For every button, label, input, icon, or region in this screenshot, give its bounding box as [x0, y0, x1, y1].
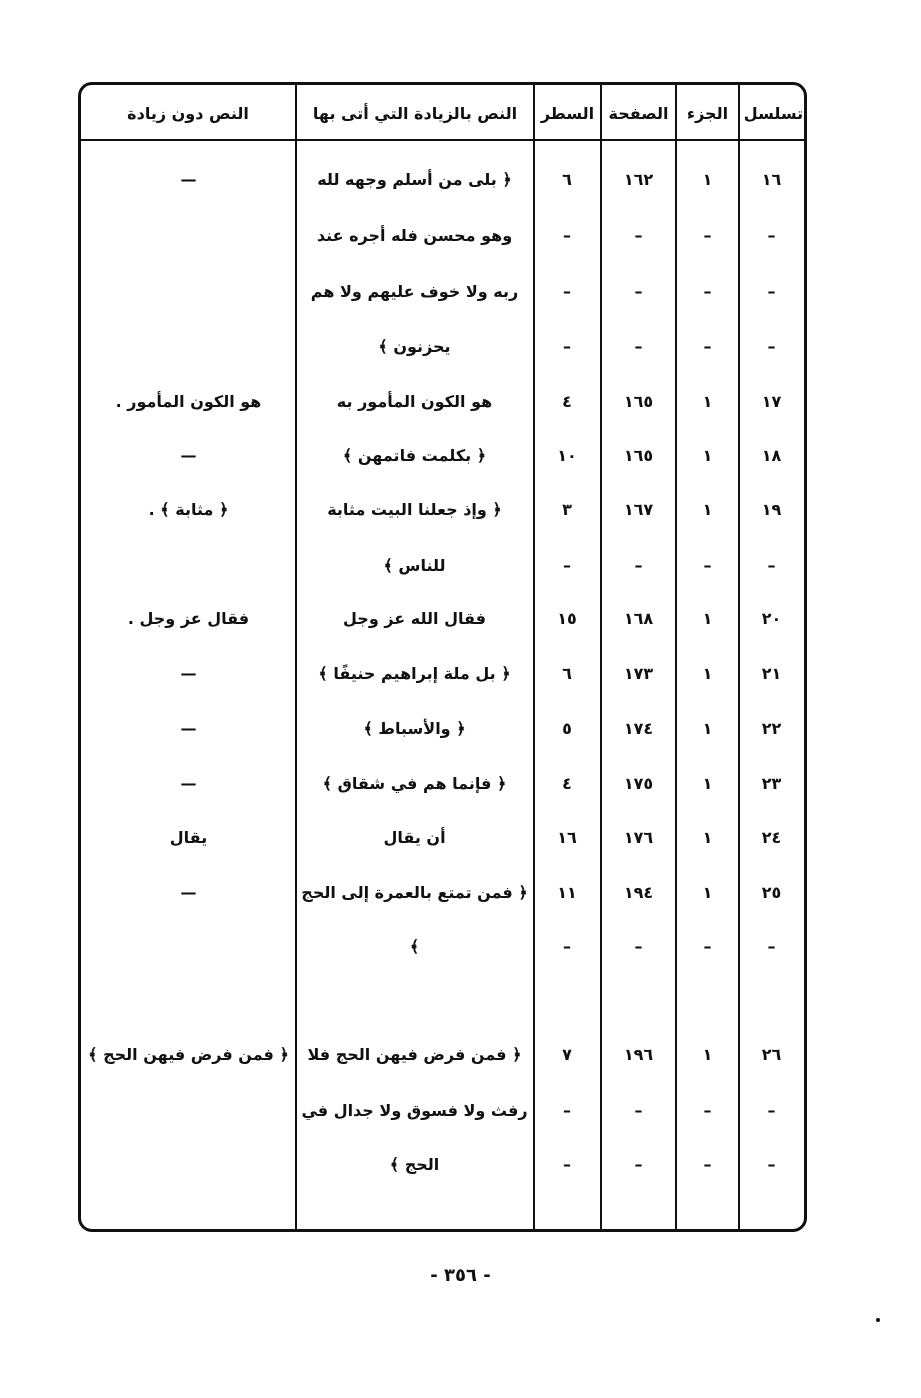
- header-text-with-addition: النص بالزيادة التي أتى بها: [312, 104, 518, 123]
- cell-orig: [81, 1140, 296, 1190]
- table-row: [81, 594, 804, 644]
- cell-part: ١: [702, 500, 713, 519]
- cell-line: –: [563, 1101, 571, 1120]
- cell-text: وهو محسن فله أجره عند: [316, 226, 513, 245]
- cell-seq: ٢٠: [761, 609, 782, 628]
- table-row: [81, 922, 804, 972]
- cell-text: ﴿ فمن تمتع بالعمرة إلى الحج: [301, 883, 528, 902]
- cell-orig: —: [180, 883, 197, 902]
- cell-part: ١: [702, 719, 713, 738]
- cell-seq: –: [767, 1101, 776, 1120]
- page-number: - ٣٥٦ -: [430, 1265, 491, 1286]
- cell-page: ١٩٤: [623, 883, 654, 902]
- cell-orig: —: [180, 446, 197, 465]
- cell-part: ١: [702, 774, 713, 793]
- table-row: [81, 1140, 804, 1190]
- cell-orig: [81, 922, 296, 972]
- cell-seq: –: [767, 556, 776, 575]
- cell-line: ١١: [557, 883, 577, 902]
- table-row: [81, 1086, 804, 1136]
- cell-page: ١٧٦: [623, 828, 654, 847]
- table-row: [81, 541, 804, 591]
- cell-line: ٣: [562, 500, 572, 519]
- cell-page: ١٧٥: [623, 774, 654, 793]
- cell-line: –: [563, 556, 571, 575]
- cell-part: –: [703, 282, 712, 301]
- header-seq: تسلسل: [743, 104, 804, 123]
- cell-line: ٥: [562, 719, 572, 738]
- cell-orig: —: [180, 170, 197, 189]
- cell-line: ١٠: [557, 446, 577, 465]
- header-text-without-addition: النص دون زيادة: [127, 104, 249, 123]
- table-row: [81, 649, 804, 699]
- table-row: [81, 813, 804, 863]
- cell-orig: يقال: [169, 828, 208, 847]
- cell-seq: –: [767, 282, 776, 301]
- cell-part: ١: [702, 392, 713, 411]
- cell-text: ﴿ وإذ جعلنا البيت مثابة: [327, 500, 502, 519]
- cell-seq: –: [767, 1155, 776, 1174]
- cell-orig: [81, 211, 296, 261]
- cell-line: ٤: [562, 392, 572, 411]
- table-row: [81, 704, 804, 754]
- cell-orig: [81, 1086, 296, 1136]
- cell-line: –: [563, 1155, 571, 1174]
- cell-page: ١٧٣: [623, 664, 654, 683]
- cell-orig: فقال عز وجل .: [127, 609, 250, 628]
- cell-seq: ٢٢: [761, 719, 782, 738]
- cell-line: ٦: [562, 664, 572, 683]
- cell-line: ١٦: [557, 828, 577, 847]
- cell-part: ١: [702, 170, 713, 189]
- table-row: [81, 267, 804, 317]
- cell-part: –: [703, 1101, 712, 1120]
- cell-orig: ﴿ مثابة ﴾ .: [148, 500, 229, 519]
- cell-page: ١٦٧: [623, 500, 654, 519]
- cell-page: –: [634, 556, 643, 575]
- cell-page: ١٦٥: [623, 446, 654, 465]
- cell-orig: —: [180, 774, 197, 793]
- cell-part: ١: [702, 883, 713, 902]
- table-row: [81, 377, 804, 427]
- cell-part: ١: [702, 446, 713, 465]
- cell-line: –: [563, 337, 571, 356]
- cell-seq: ٢٦: [761, 1045, 782, 1064]
- cell-page: ١٦٨: [623, 609, 654, 628]
- cell-part: –: [703, 937, 712, 956]
- cell-page: –: [634, 937, 643, 956]
- cell-seq: –: [767, 226, 776, 245]
- cell-text: للناس ﴾: [383, 556, 446, 575]
- cell-page: ١٩٦: [623, 1045, 654, 1064]
- cell-text: ﴿ بكلمت فاتمهن ﴾: [342, 446, 487, 465]
- cell-orig: —: [180, 719, 197, 738]
- cell-text: ﴿ والأسباط ﴾: [363, 719, 466, 738]
- cell-line: ٤: [562, 774, 572, 793]
- cell-page: –: [634, 337, 643, 356]
- cell-part: ١: [702, 828, 713, 847]
- cell-orig: [81, 322, 296, 372]
- cell-text: ﴿ بل ملة إبراهيم حنيفًا ﴾: [318, 664, 511, 683]
- cell-text: فقال الله عز وجل: [343, 609, 486, 628]
- cell-line: –: [563, 937, 571, 956]
- cell-text: ﴿ فمن فرض فيهن الحج فلا: [307, 1045, 522, 1064]
- cell-page: –: [634, 1101, 643, 1120]
- cell-text: ربه ولا خوف عليهم ولا هم: [310, 282, 519, 301]
- cell-page: –: [634, 226, 643, 245]
- cell-page: –: [634, 1155, 643, 1174]
- cell-orig: —: [180, 664, 197, 683]
- cell-part: –: [703, 1155, 712, 1174]
- cell-line: ١٥: [557, 609, 577, 628]
- cell-text: أن يقال: [383, 828, 446, 847]
- table-row: [81, 322, 804, 372]
- cell-part: –: [703, 556, 712, 575]
- cell-orig: ﴿ فمن فرض فيهن الحج ﴾: [88, 1045, 289, 1064]
- cell-seq: ٢٥: [761, 883, 782, 902]
- cell-line: ٧: [562, 1045, 572, 1064]
- header-line: السطر: [540, 104, 595, 123]
- cell-seq: ٢٤: [761, 828, 782, 847]
- cell-seq: ١٧: [761, 392, 782, 411]
- header-divider: [81, 139, 804, 141]
- header-page: الصفحة: [608, 104, 669, 123]
- cell-part: ١: [702, 1045, 713, 1064]
- table-row: [81, 868, 804, 918]
- cell-seq: ١٨: [761, 446, 782, 465]
- cell-page: ١٧٤: [623, 719, 654, 738]
- cell-part: –: [703, 226, 712, 245]
- cell-orig: [81, 541, 296, 591]
- cell-text: ﴿ فإنما هم في شقاق ﴾: [322, 774, 507, 793]
- cell-line: ٦: [562, 170, 572, 189]
- cell-part: ١: [702, 664, 713, 683]
- cell-seq: ١٩: [761, 500, 782, 519]
- cell-text: ﴿ بلى من أسلم وجهه لله: [317, 170, 512, 189]
- cell-part: ١: [702, 609, 713, 628]
- cell-seq: –: [767, 937, 776, 956]
- cell-orig: [81, 267, 296, 317]
- table-row: [81, 759, 804, 809]
- cell-page: ١٦٥: [623, 392, 654, 411]
- cell-part: –: [703, 337, 712, 356]
- cell-seq: –: [767, 337, 776, 356]
- cell-seq: ٢١: [761, 664, 782, 683]
- cell-seq: ٢٣: [761, 774, 782, 793]
- cell-text: يحزنون ﴾: [378, 337, 451, 356]
- cell-text: رفث ولا فسوق ولا جدال في: [301, 1101, 528, 1120]
- cell-page: ١٦٢: [623, 170, 654, 189]
- scan-speck: [876, 1318, 880, 1322]
- cell-text: الحج ﴾: [389, 1155, 440, 1174]
- header-part: الجزء: [686, 104, 729, 123]
- table-row: [81, 1030, 804, 1080]
- cell-seq: ١٦: [761, 170, 782, 189]
- cell-text: ﴾: [409, 937, 420, 956]
- table-row: [81, 155, 804, 205]
- table-row: [81, 211, 804, 261]
- cell-page: –: [634, 282, 643, 301]
- table-row: [81, 431, 804, 481]
- cell-text: هو الكون المأمور به: [336, 392, 493, 411]
- table-row: [81, 485, 804, 535]
- cell-line: –: [563, 226, 571, 245]
- cell-orig: هو الكون المأمور .: [115, 392, 262, 411]
- cell-line: –: [563, 282, 571, 301]
